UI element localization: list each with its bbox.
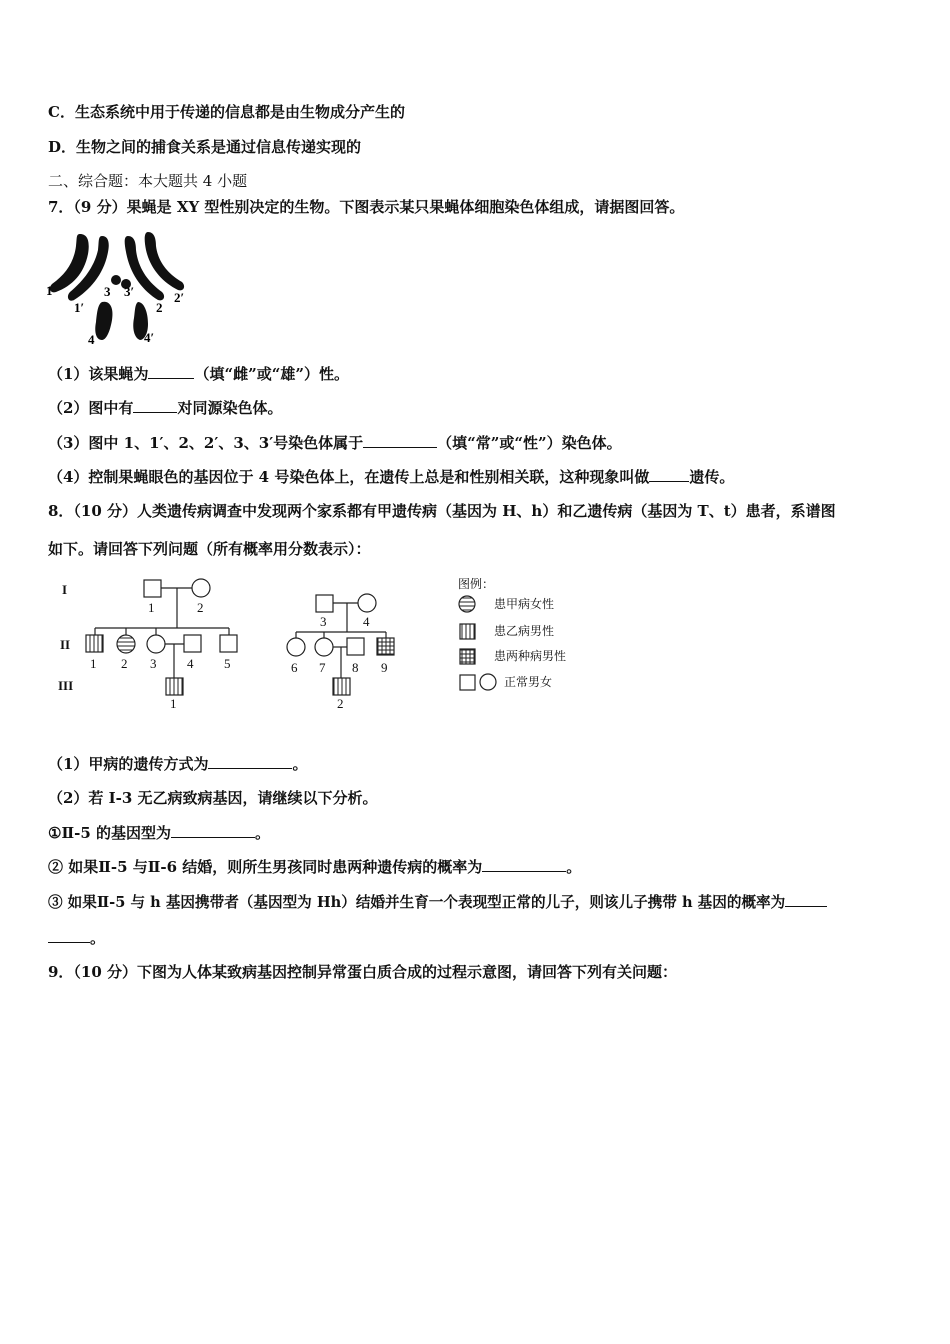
- pedigree-num: 2: [197, 600, 204, 615]
- pedigree-f2-II7: [315, 638, 333, 656]
- pedigree-f2-II6: [287, 638, 305, 656]
- pedigree-num: 3: [320, 614, 327, 629]
- legend-male-disease-b: [460, 624, 475, 639]
- pedigree-f1-II1: [86, 635, 103, 652]
- pedigree-num: 1: [170, 696, 177, 711]
- pedigree-num: 8: [352, 660, 359, 675]
- chromosome-figure: [44, 228, 194, 348]
- pedigree-num: 6: [291, 660, 298, 675]
- option-d: D．生物之间的捕食关系是通过信息传递实现的: [48, 138, 362, 156]
- pedigree-f1-II4: [184, 635, 201, 652]
- question-7: 7．（9 分）果蝇是 XY 型性别决定的生物。下图表示某只果蝇体细胞染色体组成，请据图回答。: [48, 198, 685, 216]
- pedigree-num: 9: [381, 660, 388, 675]
- q7-part1: （1）该果蝇为 （填“雌”或“雄”）性。: [48, 365, 349, 383]
- pedigree-num: 4: [187, 656, 194, 671]
- pedigree-f1-II5: [220, 635, 237, 652]
- option-c: C．生态系统中用于传递的信息都是由生物成分产生的: [48, 103, 405, 121]
- pedigree-f1-II2: [117, 635, 135, 653]
- chromosome-4: [95, 302, 112, 340]
- legend-female-disease-a: [459, 596, 475, 612]
- q7-part3: （3）图中 1、1′、2、2′、3、3′号染色体属于 （填“常”或“性”）染色体。: [48, 434, 622, 452]
- pedigree-f2-II9: [377, 638, 394, 655]
- legend-text: 正常男女: [504, 675, 553, 689]
- question-8-cont: 如下。请回答下列问题（所有概率用分数表示）：: [48, 540, 371, 558]
- gen-label: II: [60, 637, 71, 652]
- question-9: 9．（10 分）下图为人体某致病基因控制异常蛋白质合成的过程示意图，请回答下列有关问题：: [48, 963, 678, 981]
- legend-text: 患两种病男性: [494, 649, 567, 663]
- chrom-label: 3: [104, 284, 111, 299]
- q8-part2-1: ①Ⅱ-5 的基因型为 。: [48, 824, 270, 842]
- legend-normal-female: [480, 674, 496, 690]
- legend-male-both: [460, 649, 475, 664]
- pedigree-num: 2: [121, 656, 128, 671]
- pedigree-f1-II3: [147, 635, 165, 653]
- gen-label: III: [58, 678, 74, 693]
- pedigree-num: 5: [224, 656, 231, 671]
- q7-part2: （2）图中有 对同源染色体。: [48, 399, 283, 417]
- pedigree-num: 3: [150, 656, 157, 671]
- legend-title: 图例：: [458, 577, 495, 591]
- legend-text: 患乙病男性: [494, 624, 555, 638]
- gen-label: I: [62, 582, 68, 597]
- chrom-label: 3′: [124, 284, 135, 299]
- chrom-label: 1: [46, 283, 53, 298]
- q8-part1: （1）甲病的遗传方式为 。: [48, 755, 308, 773]
- pedigree-f2-I3: [316, 595, 333, 612]
- chrom-label: 4′: [144, 330, 155, 345]
- pedigree-f2-II8: [347, 638, 364, 655]
- chrom-label: 2′: [174, 290, 185, 305]
- section-heading: 二、综合题：本大题共 4 小题: [48, 172, 248, 190]
- chromosome-3: [111, 275, 121, 285]
- pedigree-num: 4: [363, 614, 370, 629]
- pedigree-f1-I2: [192, 579, 210, 597]
- question-8: 8．（10 分）人类遗传病调查中发现两个家系都有甲遗传病（基因为 H、h）和乙遗传病（基因为 T、t）患者，系谱图: [48, 502, 836, 520]
- chromosome-2-prime: [145, 232, 184, 290]
- q8-part2-2: ② 如果Ⅱ-5 与Ⅱ-6 结婚，则所生男孩同时患两种遗传病的概率为 。: [48, 858, 582, 876]
- q7-part4: （4）控制果蝇眼色的基因位于 4 号染色体上，在遗传上总是和性别相关联，这种现象叫做 遗传。: [48, 468, 735, 486]
- chrom-label: 2: [156, 300, 163, 315]
- pedigree-figure: [44, 572, 604, 712]
- q8-part2: （2）若 I-3 无乙病致病基因，请继续以下分析。: [48, 789, 378, 807]
- legend-normal-male: [460, 675, 475, 690]
- pedigree-num: 1: [90, 656, 97, 671]
- pedigree-f2-I4: [358, 594, 376, 612]
- pedigree-num: 1: [148, 600, 155, 615]
- pedigree-f1-III1: [166, 678, 183, 695]
- chrom-label: 4: [88, 332, 95, 347]
- chrom-label: 1′: [74, 300, 85, 315]
- pedigree-num: 7: [319, 660, 326, 675]
- pedigree-f2-III2: [333, 678, 350, 695]
- q8-part2-3: ③ 如果Ⅱ-5 与 h 基因携带者（基因型为 Hh）结婚并生育一个表现型正常的儿子，则该儿子携带 h 基因的概率为: [48, 892, 827, 913]
- pedigree-num: 2: [337, 696, 344, 711]
- pedigree-f1-I1: [144, 580, 161, 597]
- q8-part2-3-cont: 。: [48, 928, 105, 948]
- legend-text: 患甲病女性: [494, 597, 555, 611]
